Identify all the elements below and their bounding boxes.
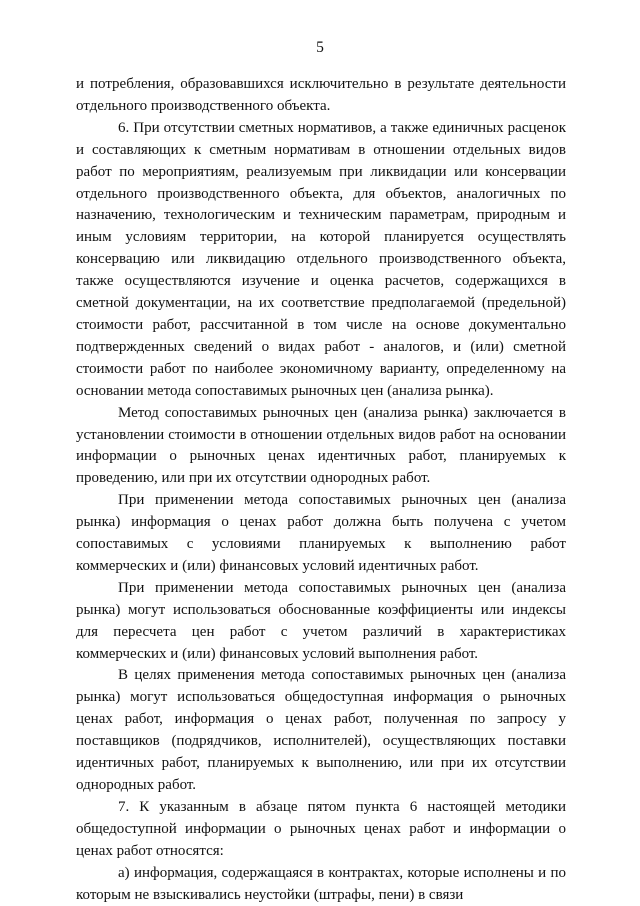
paragraph-information-sources: В целях применения метода сопоставимых рыночных цен (анализа рынка) могут использоваться общедоступная информация о рыночных ценах работ, информация о ценах работ, полученная по запросу у поставщиков (подрядчиков, исполнителей), осуществляющих поставки идентичных работ, планируемых к выполнению, или при их отсутствии однородных работ.	[76, 667, 566, 793]
paragraph-subitem-a: а) информация, содержащаяся в контрактах, которые исполнены и по которым не взыскивались неустойки (штрафы, пени) в связи	[76, 864, 566, 903]
document-body	[76, 74, 566, 906]
paragraph-item-7: 7. К указанным в абзаце пятом пункта 6 настоящей методики общедоступной информации о рыночных ценах работ и информации о ценах работ относятся:	[76, 798, 566, 859]
paragraph-coefficients: При применении метода сопоставимых рыночных цен (анализа рынка) могут использоваться обоснованные коэффициенты или индексы для пересчета цен работ с учетом различий в характеристиках коммерческих и (или) финансовых условий выполнения работ.	[76, 579, 566, 662]
paragraph-item-6: 6. При отсутствии сметных нормативов, а также единичных расценок и составляющих к сметным нормативам в отношении отдельных видов работ по мероприятиям, реализуемым при ликвидации или консервации отдельного производственного объекта, для объектов, аналогичных по назначению, технологическим и техническим параметрам, природным и иным условиям территории, на которой планируется осуществлять консервацию или ликвидацию отдельного производственного объекта, также осуществляются изучение и оценка расчетов, содержащихся в сметной документации, на их соответствие предполагаемой (предельной) стоимости работ, рассчитанной в том числе на основе документально подтвержденных сведений о видах работ - аналогов, и (или) сметной стоимости работ по наиболее экономичному варианту, определенному на основании метода сопоставимых рыночных цен (анализа рынка).	[76, 119, 566, 399]
paragraph-continuation: и потребления, образовавшихся исключительно в результате деятельности отдельного производственного объекта.	[76, 76, 566, 114]
paragraph-price-information: При применении метода сопоставимых рыночных цен (анализа рынка) информация о ценах работ должна быть получена с учетом сопоставимых с условиями планируемых к выполнению работ коммерческих и (или) финансовых условий идентичных работ.	[76, 492, 566, 574]
page-number: 5	[316, 39, 324, 56]
paragraph-method-definition: Метод сопоставимых рыночных цен (анализа рынка) заключается в установлении стоимости в отношении отдельных видов работ на основании информации о рыночных ценах идентичных работ, планируемых к проведению, или при их отсутствии однородных работ.	[76, 404, 566, 487]
